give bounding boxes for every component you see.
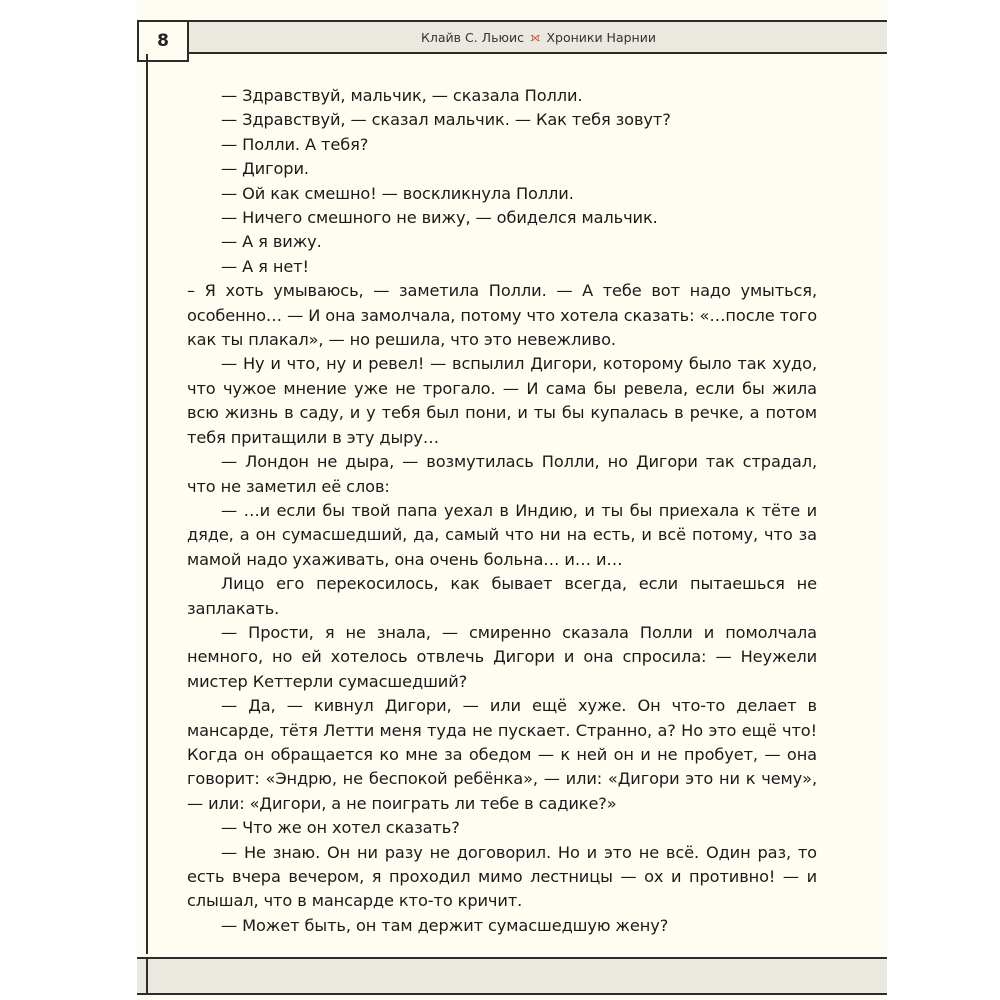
left-margin-rule bbox=[146, 54, 148, 954]
paragraph: — Да, — кивнул Дигори, — или ещё хуже. Он что-то делает в мансарде, тётя Летти меня туда не пускает. Странно, а? Но это ещё что! Когда он обращается ко мне за обедом — к ней он и не пробует, — она говорит: «Эндрю, не беспокой ребёнка», — или: «Дигори это ни к чему», — или: «Дигори, а не поиграть ли тебе в садике?» bbox=[187, 696, 817, 813]
paragraph: — А я вижу. bbox=[221, 232, 322, 252]
paragraph: — …и если бы твой папа уехал в Индию, и ты бы приехала к тёте и дяде, а он сумасшедший, да, самый что ни на есть, и всё потому, что за мамой надо ухаживать, она очень больна… и… и… bbox=[187, 500, 817, 569]
running-head-series: Хроники Нарнии bbox=[546, 29, 656, 45]
paragraph: — Дигори. bbox=[221, 159, 309, 179]
paragraph: — Не знаю. Он ни разу не договорил. Но и это не всё. Один раз, то есть вчера вечером, я проходил мимо лестницы — ох и противно! — и слышал, что в мансарде кто-то кричит. bbox=[187, 842, 817, 911]
paragraph: — Полли. А тебя? bbox=[221, 134, 369, 154]
paragraph: — Ничего смешного не вижу, — обиделся мальчик. bbox=[221, 208, 658, 228]
paragraph: Лицо его перекосилось, как бывает всегда, если пытаешься не заплакать. bbox=[187, 574, 817, 618]
footer-rule bbox=[146, 957, 148, 995]
paragraph: — Ну и что, ну и ревел! — вспылил Дигори, которому было так худо, что чужое мнение уже не трогало. — И сама бы ревела, если бы жила всю жизнь в саду, и у тебя был пони, и ты бы купалась в речке, а потом тебя притащили в эту дыру… bbox=[187, 354, 817, 447]
paragraph: — Лондон не дыра, — возмутилась Полли, но Дигори так страдал, что не заметил её слов: bbox=[187, 452, 817, 496]
paragraph: — Что же он хотел сказать? bbox=[221, 818, 460, 838]
page-number: 8 bbox=[137, 20, 189, 62]
footer-bar bbox=[137, 957, 887, 995]
running-head-author: Клайв С. Льюис bbox=[421, 29, 524, 45]
paragraph: — Может быть, он там держит сумасшедшую жену? bbox=[221, 915, 669, 935]
paragraph: – Я хоть умываюсь, — заметила Полли. — А тебе вот надо умыться, особенно… — И она замолчала, потому что хотела сказать: «…после того как ты плакал», — но решила, что это невежливо. bbox=[187, 281, 817, 350]
ornament-icon: ⟗ bbox=[529, 29, 541, 44]
paragraph: — Прости, я не знала, — смиренно сказала Полли и помолчала немного, но ей хотелось отвлечь Дигори и она спросила: — Неужели мистер Кеттерли сумасшедший? bbox=[187, 622, 817, 691]
running-head bbox=[190, 20, 887, 54]
paragraph: — А я нет! bbox=[221, 256, 309, 276]
paragraph: — Здравствуй, — сказал мальчик. — Как тебя зовут? bbox=[221, 110, 671, 130]
paragraph: — Здравствуй, мальчик, — сказала Полли. bbox=[221, 86, 583, 105]
paragraph: — Ой как смешно! — воскликнула Полли. bbox=[221, 183, 574, 203]
body-text bbox=[187, 84, 817, 938]
